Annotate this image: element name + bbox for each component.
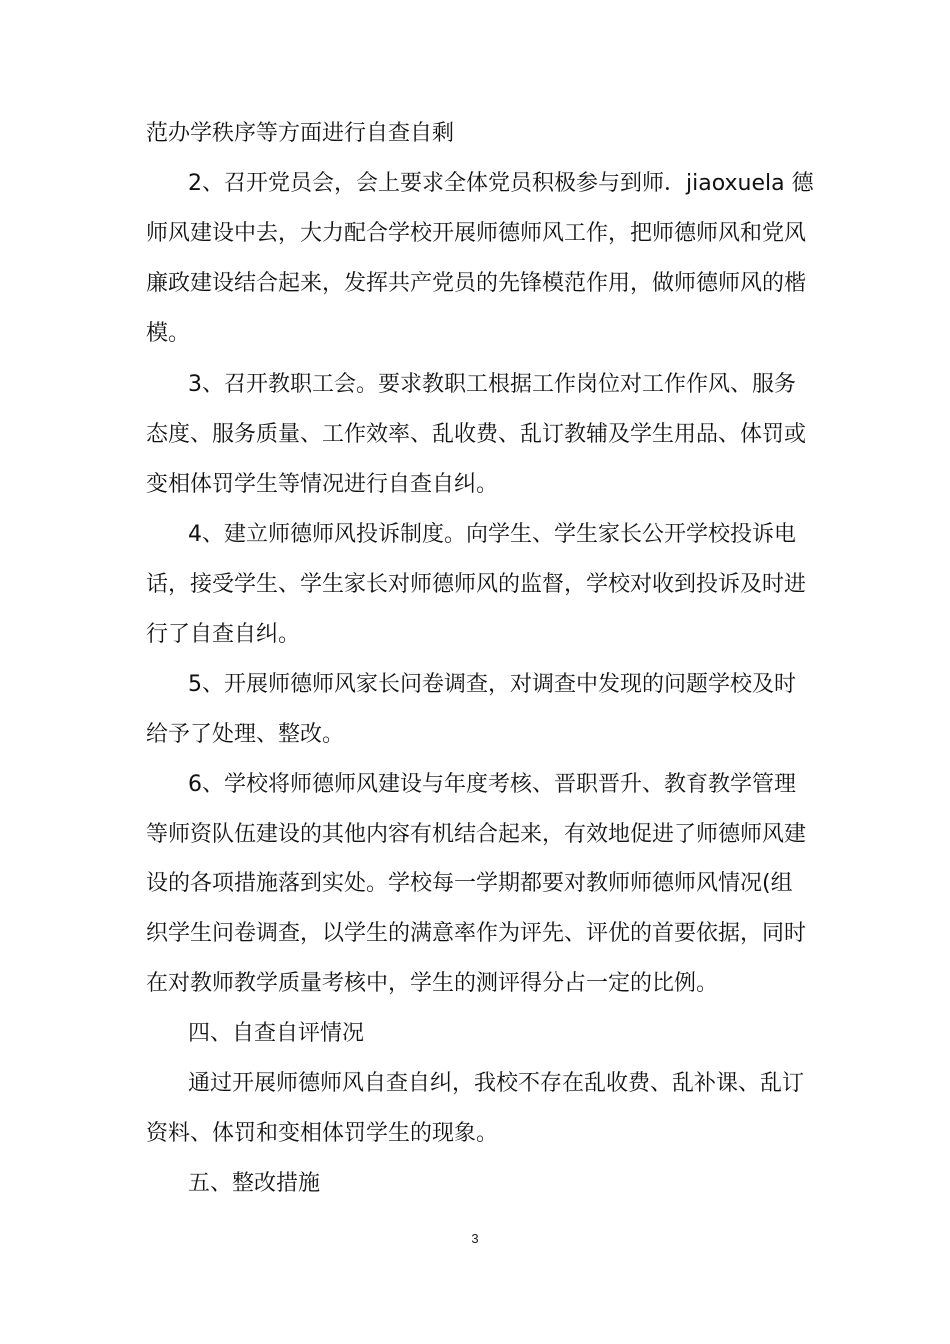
text-line: 在对教师教学质量考核中，学生的测评得分占一定的比例。 xyxy=(146,971,719,996)
text-line: 变相体罚学生等情况进行自查自纠。 xyxy=(146,472,499,497)
text-line: 等师资队伍建设的其他内容有机结合起来，有效地促进了师德师风建 xyxy=(146,822,807,847)
section-heading: 五、整改措施 xyxy=(188,1171,321,1196)
text-line: 6、学校将师德师风建设与年度考核、晋职晋升、教育教学管理 xyxy=(188,772,796,797)
text-line: 模。 xyxy=(146,321,191,346)
text-line: 范办学秩序等方面进行自查自剩 xyxy=(146,121,455,146)
text-line: 态度、服务质量、工作效率、乱收费、乱订教辅及学生用品、体罚或 xyxy=(146,422,807,447)
text-line: 给予了处理、整改。 xyxy=(146,722,345,747)
text-line: 3、召开教职工会。要求教职工根据工作岗位对工作作风、服务 xyxy=(188,372,796,397)
section-heading: 四、自查自评情况 xyxy=(188,1021,365,1046)
text-line: 廉政建设结合起来，发挥共产党员的先锋模范作用，做师德师风的楷 xyxy=(146,271,807,296)
text-line: 织学生问卷调查，以学生的满意率作为评先、评优的首要依据，同时 xyxy=(146,921,807,946)
text-line: 设的各项措施落到实处。学校每一学期都要对教师师德师风情况(组 xyxy=(146,871,793,896)
text-line: 师风建设中去，大力配合学校开展师德师风工作，把师德师风和党风 xyxy=(146,221,807,246)
text-line: 2、召开党员会，会上要求全体党员积极参与到师．jiaoxuela 德 xyxy=(188,171,814,196)
text-line: 4、建立师德师风投诉制度。向学生、学生家长公开学校投诉电 xyxy=(188,522,796,547)
text-line: 话，接受学生、学生家长对师德师风的监督，学校对收到投诉及时进 xyxy=(146,572,807,597)
text-line: 资料、体罚和变相体罚学生的现象。 xyxy=(146,1121,499,1146)
text-line: 行了自查自纠。 xyxy=(146,622,301,647)
text-line: 5、开展师德师风家长问卷调查，对调查中发现的问题学校及时 xyxy=(188,672,796,697)
page-number: 3 xyxy=(471,1231,479,1246)
text-line: 通过开展师德师风自查自纠，我校不存在乱收费、乱补课、乱订 xyxy=(188,1071,805,1096)
